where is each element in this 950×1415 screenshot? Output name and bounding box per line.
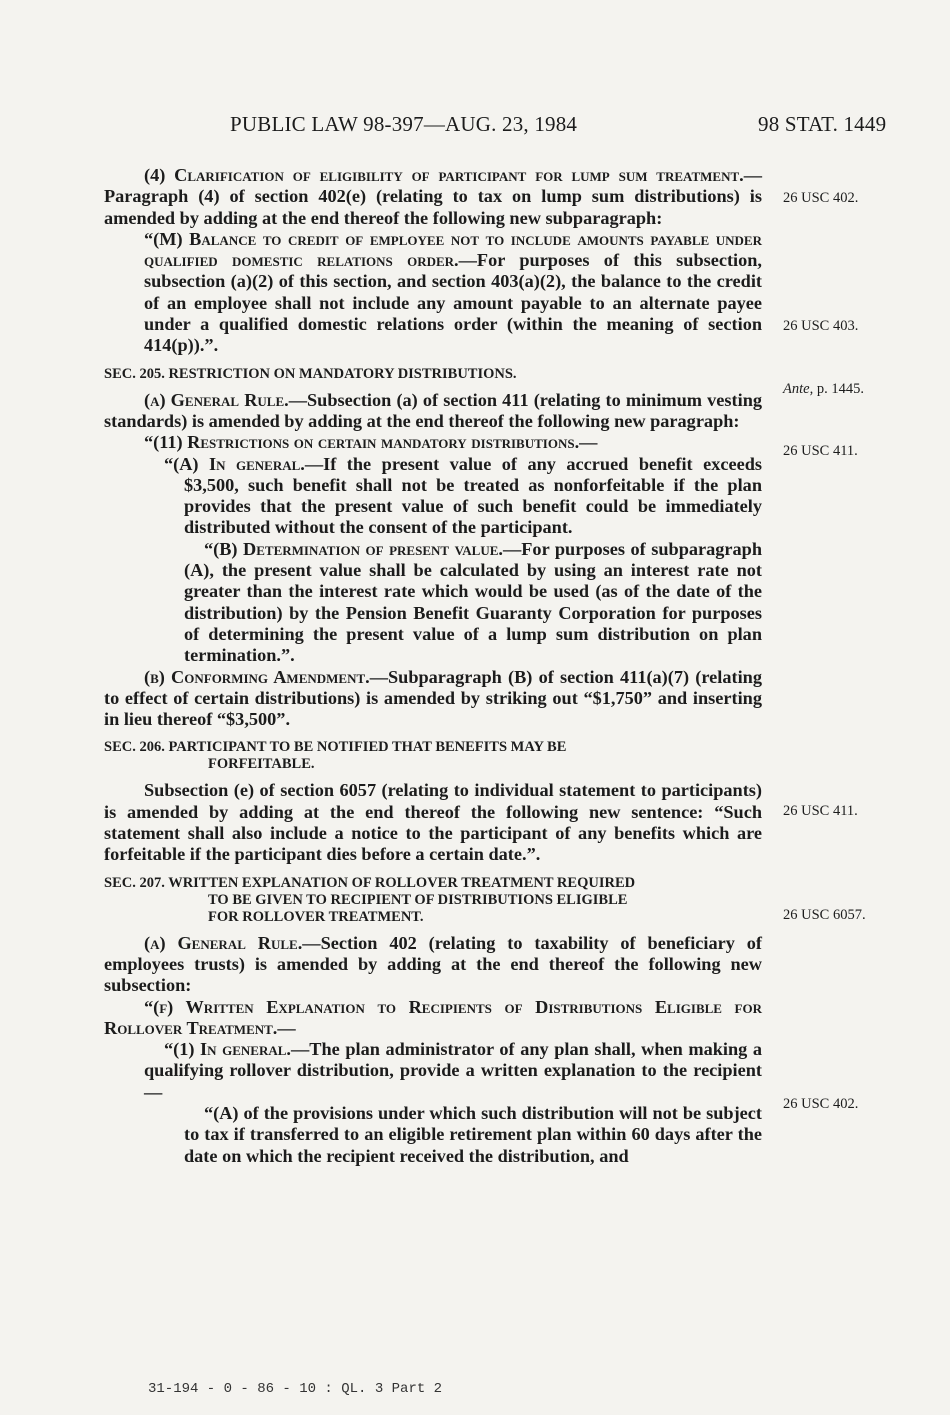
subpara-b-heading: “(B) Determination of present value. [204,538,503,559]
margin-note-26usc403: 26 USC 403. [783,318,859,334]
sec-205-a-body: —Subsection (a) of section 411 (relating to minimum vesting standards) is amended by adding at the end thereof the following new paragraph: [104,389,762,431]
para-4-body: —Paragraph (4) of section 402(e) (relating to tax on lump sum distributions) is amended by adding at the end thereof the following new subparagraph: [104,165,762,228]
main-text [104,165,762,1167]
subpara-b-body: —For purposes of subparagraph (A), the present value shall be calculated by using an interest rate not greater than the interest rate which would be used (as of the date of the distribution) by the Pension Benefit Guaranty Corporation for purposes of determining the present value of a lump sum distribution on plan termination.”. [184,538,762,666]
subpara-a-heading: “(A) In general. [164,453,305,474]
subpara-m [104,229,762,357]
para-11-heading: “(11) Restrictions on certain mandatory distributions. [144,432,580,453]
subpara-a [104,454,762,539]
para-11: “(11) Restrictions on certain mandatory distributions.— [144,432,598,453]
sec-207-a-heading: (a) General Rule. [144,932,303,953]
statute-page-number: 98 STAT. 1449 [758,112,887,136]
para-4 [104,165,762,229]
subpara-b [104,539,762,667]
sec-205-a-heading: (a) General Rule. [144,389,289,410]
sec-207-para-1-heading: “(1) In general. [164,1039,291,1060]
print-footer: 31-194 - 0 - 86 - 10 : QL. 3 Part 2 [148,1381,443,1397]
sec-206-title: SEC. 206. PARTICIPANT TO BE NOTIFIED THAT BENEFITS MAY BE FORFEITABLE. [104,739,567,773]
sec-207-para-1 [104,1039,762,1103]
sec-205-b-body: —Subparagraph (B) of section 411(a)(7) (relating to effect of certain distributions) is amended by striking out “$1,750” and inserting in lieu thereof “$3,500”. [104,666,762,730]
subpara-m-body: —For purposes of this subsection, subsection (a)(2) of this section, and section 403(a)(2), the balance to the credit of an employee shall not include any amount payable to an alternate payee under a qualified domestic relations order (within the meaning of section 414(p)).”. [144,250,762,356]
subpara-a-body: —If the present value of any accrued benefit exceeds $3,500, such benefit shall not be treated as nonforfeitable if the plan provides that the present value of such benefit could be immediately distributed without the consent of the participant. [184,453,762,538]
subsection-f: “(f) Written Explanation to Recipients of Distributions Eligible for Rollover Treatment.— [104,996,762,1038]
margin-note-26usc411-a: 26 USC 411. [783,443,858,459]
sec-205-a [104,390,762,433]
margin-note-26usc6057: 26 USC 6057. [783,907,866,923]
sec-205-b-heading: (b) Conforming Amendment. [144,666,370,687]
subsection-f-heading: “(f) Written Explanation to Recipients of Distributions Eligible for Rollover Treatment. [104,996,762,1038]
margin-note-26usc411-b: 26 USC 411. [783,803,858,819]
sec-206-body: Subsection (e) of section 6057 (relating to individual statement to participants) is amended by adding at the end thereof the following new sentence: “Such statement shall also include a notice to the participant of any benefits which are forfeitable if the participant dies before a certain date.”. [104,780,762,865]
sec-207-para-1-body: —The plan administrator of any plan shall, when making a qualifying rollover distribution, provide a written explanation to the recipient— [144,1039,762,1102]
sec-207-title: SEC. 207. WRITTEN EXPLANATION OF ROLLOVER TREATMENT REQUIRED TO BE GIVEN TO RECIPIENT OF DISTRIBUTIONS ELIGIBLE FOR ROLLOVER TREATMENT. [104,874,636,925]
margin-note-26usc402-b: 26 USC 402. [783,1096,859,1112]
sec-207-subpara-a: “(A) of the provisions under which such distribution will not be subject to tax if transferred to an eligible retirement plan within 60 days after the date on which the recipient received the distribution, and [184,1102,762,1166]
sec-205-b [104,667,762,731]
sec-207-a-body: —Section 402 (relating to taxability of beneficiary of employees trusts) is amended by adding at the end thereof the following new subsection: [104,932,762,996]
sec-205-title: SEC. 205. RESTRICTION ON MANDATORY DISTRIBUTIONS. [104,365,517,382]
running-header [0,112,950,142]
margin-note-ante: Ante, p. 1445. [783,381,864,397]
margin-note-26usc402: 26 USC 402. [783,190,859,206]
para-4-heading: (4) Clarification of eligibility of participant for lump sum treatment. [144,165,744,185]
sec-207-a [104,933,762,997]
subpara-m-heading: “(M) Balance to credit of employee not to include amounts payable under qualified domestic relations order. [144,228,762,271]
public-law-heading: PUBLIC LAW 98-397—AUG. 23, 1984 [230,112,578,136]
